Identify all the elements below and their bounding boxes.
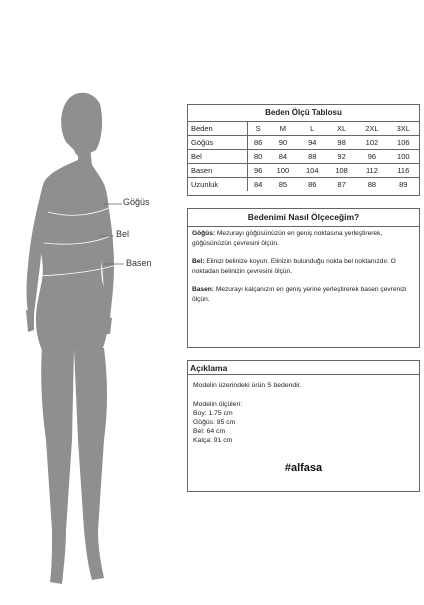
instruction-term: Göğüs: (192, 230, 216, 237)
table-header-row (188, 122, 419, 136)
table-cell: Bel (188, 150, 248, 164)
table-cell: 90 (268, 136, 297, 150)
table-cell: 89 (399, 180, 408, 189)
table-cell: 98 (327, 136, 356, 150)
table-cell: 96 (356, 150, 387, 164)
table-cell: 87 (337, 180, 346, 189)
table-row (188, 178, 419, 192)
table-cell: Göğüs (188, 136, 248, 150)
hip-instruction (192, 285, 415, 305)
table-cell: Basen (188, 164, 248, 178)
table-cell: 108 (327, 164, 356, 178)
table-header-cell: M (268, 122, 297, 136)
table-cell: 84 (253, 180, 263, 189)
instruction-term: Basen: (192, 286, 214, 293)
how-to-measure-title: Bedenimi Nasıl Ölçeceğim? (188, 209, 419, 227)
measurement-item: Bel: 64 cm (193, 428, 226, 435)
how-to-measure-body (192, 229, 415, 313)
table-cell: 88 (367, 180, 377, 189)
table-row (188, 150, 419, 164)
model-size-note: Modelin üzerindeki ürün S bedendir. (193, 382, 302, 389)
waist-label: Bel (116, 229, 130, 239)
table-cell: 86 (248, 136, 269, 150)
silhouette-image (0, 0, 180, 600)
table-header-cell: 3XL (388, 122, 419, 136)
model-silhouette (0, 0, 180, 600)
table-cell: 96 (248, 164, 269, 178)
instruction-text: Elinizi belinize koyun. Elinizin bulunduğu nokta bel noktanızdır. O noktadan belinizin çevresini ölçün. (192, 258, 396, 275)
measurement-item: Göğüs: 85 cm (193, 419, 236, 426)
instruction-text: Mezurayı göğüsünüzün en geniş noktasına yerleştirerek, göğüsünüzün çevresini ölçün. (192, 230, 383, 247)
table-cell: 116 (388, 164, 419, 178)
waist-instruction (192, 257, 415, 277)
table-header-cell: S (248, 122, 269, 136)
instruction-text: Mezurayı kalçanızın en geniş yerine yerleştirerek basen çevrenizi ölçün. (192, 286, 407, 303)
table-cell: 80 (248, 150, 269, 164)
description-title: Açıklama (190, 363, 228, 373)
table-cell: 102 (356, 136, 387, 150)
model-measurements-title: Modelin ölçüleri: (193, 401, 243, 408)
instruction-term: Bel: (192, 258, 205, 265)
table-row (188, 164, 419, 178)
size-table-grid (188, 122, 419, 191)
description-body (193, 381, 301, 445)
table-header-cell: 2XL (356, 122, 387, 136)
model-measurements (193, 400, 301, 445)
size-chart-title: Beden Ölçü Tablosu (188, 105, 419, 122)
table-cell: 94 (298, 136, 327, 150)
brand-hashtag: #alfasa (284, 462, 323, 474)
table-row (188, 136, 419, 150)
description-box (187, 360, 420, 492)
table-cell: 112 (356, 164, 387, 178)
table-cell: Uzunluk (188, 178, 248, 192)
table-cell: 104 (298, 164, 327, 178)
hip-label: Basen (126, 258, 152, 268)
table-cell: 100 (388, 150, 419, 164)
table-cell: 85 (278, 180, 288, 189)
table-cell: 106 (388, 136, 419, 150)
chest-label: Göğüs (123, 197, 150, 207)
chest-instruction (192, 229, 415, 249)
table-cell: 84 (268, 150, 297, 164)
size-chart-table (187, 104, 420, 196)
table-cell: 100 (268, 164, 297, 178)
measurement-item: Kalça: 91 cm (193, 437, 233, 444)
measurement-item: Boy: 1.75 cm (193, 410, 233, 417)
table-cell: 92 (327, 150, 356, 164)
table-header-cell: Beden (188, 122, 248, 136)
table-cell: 86 (308, 180, 317, 189)
table-cell: 88 (298, 150, 327, 164)
how-to-measure-box (187, 208, 420, 348)
description-divider (188, 374, 419, 375)
table-header-cell: L (298, 122, 327, 136)
table-header-cell: XL (327, 122, 356, 136)
